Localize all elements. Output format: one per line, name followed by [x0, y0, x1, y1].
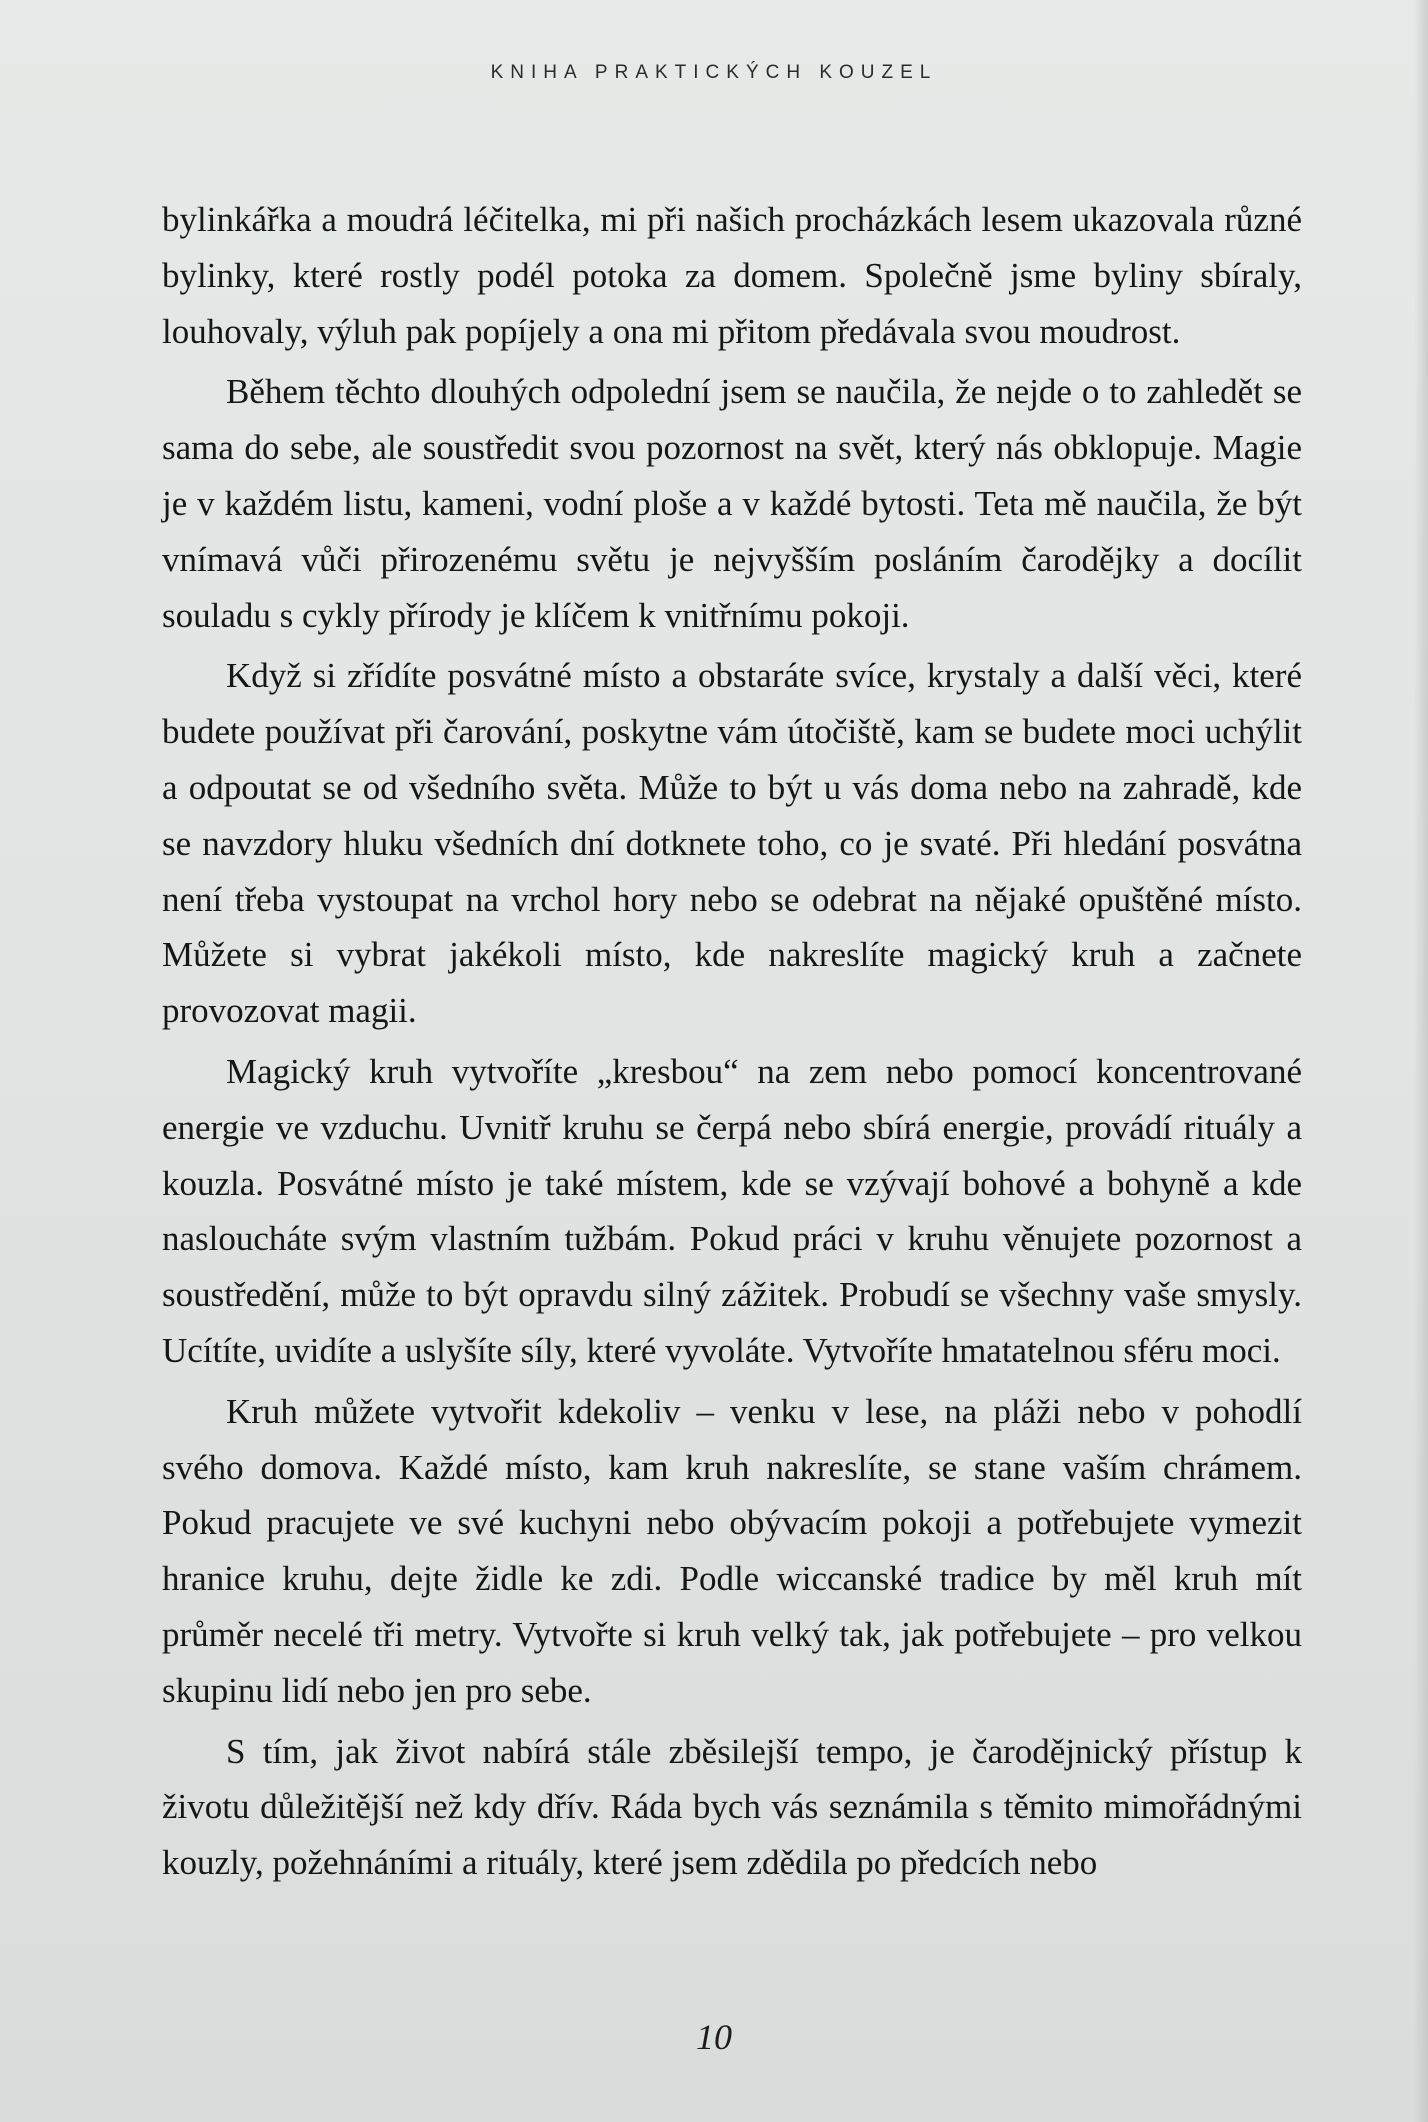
- paragraph: Magický kruh vytvoříte „kresbou“ na zem nebo pomocí koncentrované energie ve vzduchu. Uvnitř kruhu se čerpá nebo sbírá energie, provádí rituály a kouzla. Posvátné místo je také místem, kde se vzývají bohové a bohyně a kde nasloucháte svým vlastním tužbám. Pokud práci v kruhu věnujete pozornost a soustředění, může to být opravdu silný zážitek. Probudí se všechny vaše smysly. Ucítíte, uvidíte a uslyšíte síly, které vyvoláte. Vytvoříte hmatatelnou sféru moci.: [162, 1051, 1302, 1370]
- paragraph: bylinkářka a moudrá léčitelka, mi při našich procházkách lesem ukazovala různé bylinky, které rostly podél potoka za domem. Společně jsme byliny sbíraly, louhovaly, výluh pak popíjely a ona mi přitom předávala svou moudrost.: [162, 200, 1302, 351]
- paragraph: Když si zřídíte posvátné místo a obstaráte svíce, krystaly a další věci, které budete používat při čarování, poskytne vám útočiště, kam se budete moci uchýlit a odpoutat se od všedního světa. Může to být u vás doma nebo na zahradě, kde se navzdory hluku všedních dní dotknete toho, co je svaté. Při hledání posvátna není třeba vystoupat na vrchol hory nebo se odebrat na nějaké opuštěné místo. Můžete si vybrat jakékoli místo, kde nakreslíte magický kruh a začnete provozovat magii.: [162, 656, 1302, 1031]
- paragraph: Během těchto dlouhých odpolední jsem se naučila, že nejde o to zahledět se sama do sebe, ale soustředit svou pozornost na svět, který nás obklopuje. Magie je v každém listu, kameni, vodní ploše a v každé bytosti. Teta mě naučila, že být vnímavá vůči přirozenému světu je nejvyšším posláním čarodějky a docílit souladu s cykly přírody je klíčem k vnitřnímu pokoji.: [162, 372, 1302, 635]
- body-text: [162, 192, 1302, 1896]
- running-head: KNIHA PRAKTICKÝCH KOUZEL: [490, 62, 938, 83]
- page-number: 10: [696, 2017, 732, 2057]
- paragraph: Kruh můžete vytvořit kdekoliv – venku v lese, na pláži nebo v pohodlí svého domova. Každé místo, kam kruh nakreslíte, se stane vaším chrámem. Pokud pracujete ve své kuchyni nebo obývacím pokoji a potřebujete vymezit hranice kruhu, dejte židle ke zdi. Podle wiccanské tradice by měl kruh mít průměr necelé tři metry. Vytvořte si kruh velký tak, jak potřebujete – pro velkou skupinu lidí nebo jen pro sebe.: [162, 1391, 1302, 1710]
- paragraph: S tím, jak život nabírá stále zběsilejší tempo, je čarodějnický přístup k životu důležitější než kdy dřív. Ráda bych vás seznámila s těmito mimořádnými kouzly, požehnáními a rituály, které jsem zdědila po předcích nebo: [162, 1731, 1302, 1883]
